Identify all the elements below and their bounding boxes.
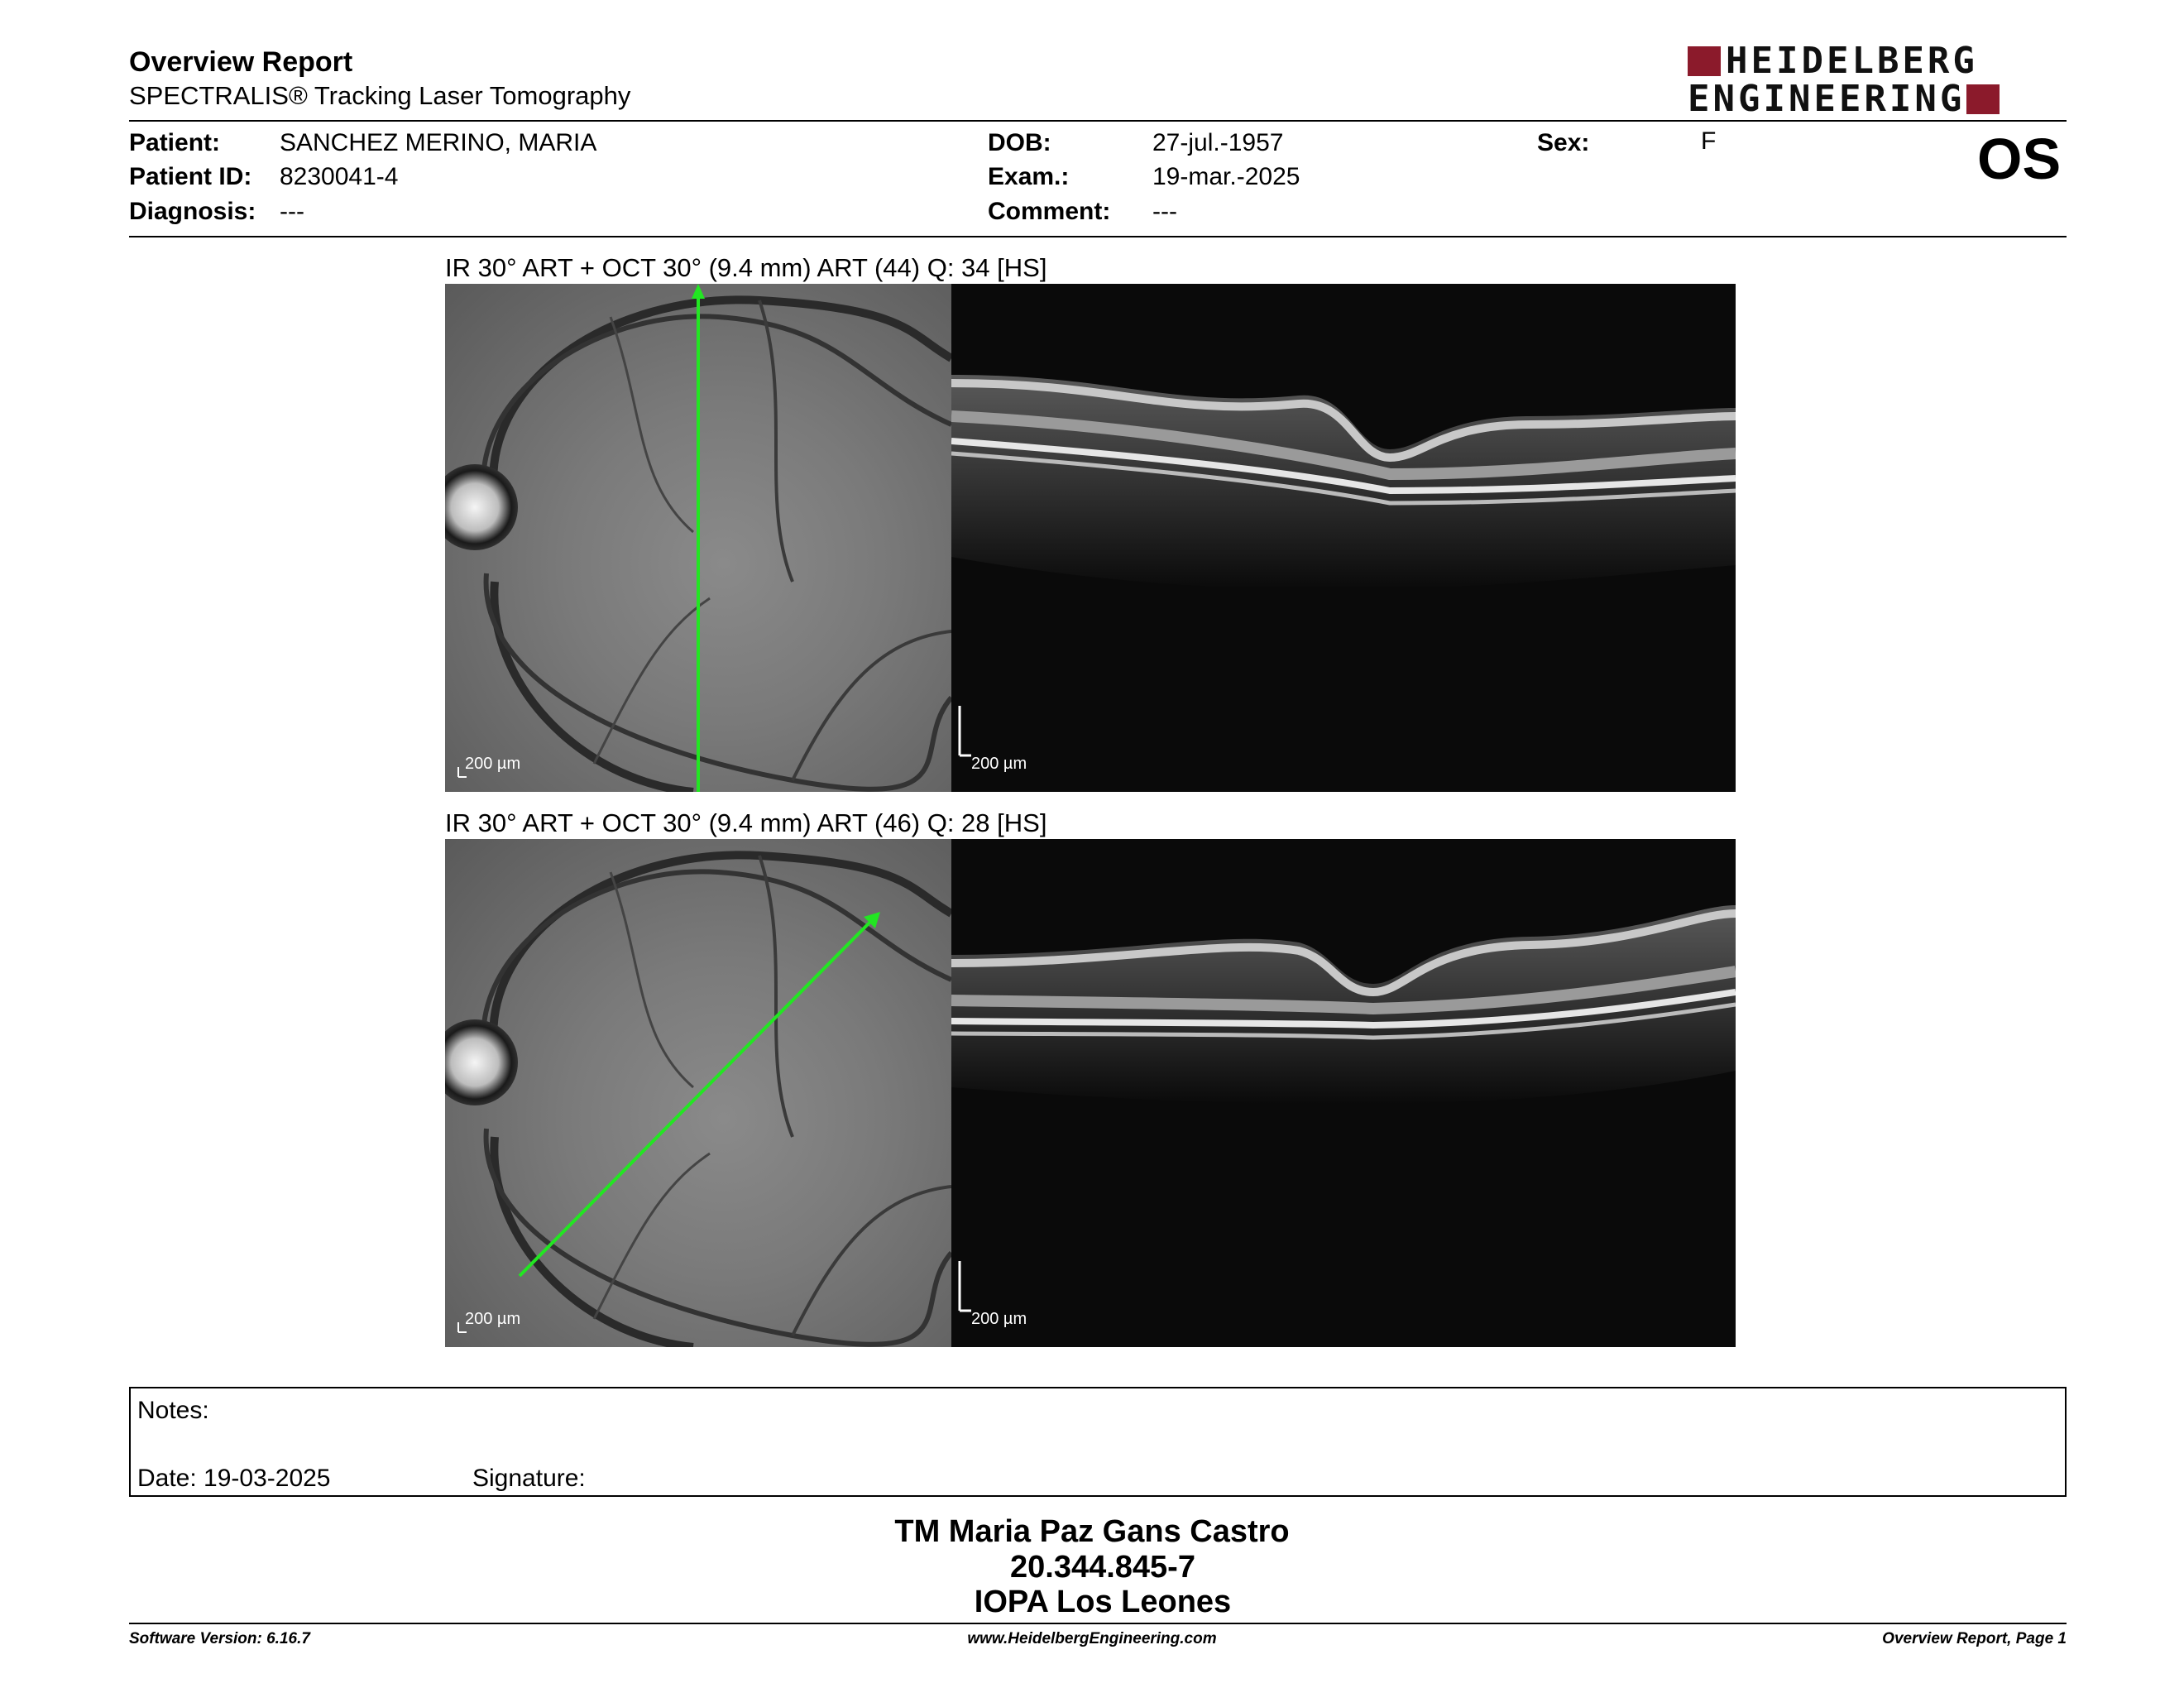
signature-label: Signature: (472, 1465, 586, 1492)
scale-bar-icon (960, 1261, 971, 1311)
patient-divider (129, 236, 2067, 237)
logo-line-1: HEIDELBERG (1726, 40, 1978, 82)
oct-retina-layers (951, 839, 1736, 1347)
logo-square-icon (1966, 84, 2000, 114)
diagnosis-value: --- (280, 198, 304, 225)
oct-bscan-image (951, 839, 1736, 1347)
patient-label: Patient: (129, 129, 221, 156)
notes-box (129, 1387, 2067, 1497)
diagnosis-label: Diagnosis: (129, 198, 256, 225)
stamp-institution: IOPA Los Leones (974, 1585, 1232, 1619)
patient-name: SANCHEZ MERINO, MARIA (280, 129, 597, 156)
exam-date: 19-mar.-2025 (1152, 163, 1300, 190)
fundus-image (445, 839, 951, 1347)
dob-label: DOB: (988, 129, 1051, 156)
report-title: Overview Report (129, 46, 353, 78)
notes-label: Notes: (137, 1397, 209, 1424)
oct-bscan-image (951, 284, 1736, 792)
notes-date: Date: 19-03-2025 (137, 1465, 331, 1492)
eye-side-label: OS (1977, 127, 2062, 191)
stamp-name: TM Maria Paz Gans Castro (894, 1514, 1290, 1549)
page-indicator: Overview Report, Page 1 (1882, 1630, 2067, 1647)
website-link: www.HeidelbergEngineering.com (967, 1630, 1217, 1647)
comment-label: Comment: (988, 198, 1111, 225)
scan-title: IR 30° ART + OCT 30° (9.4 mm) ART (46) Q: 28 [HS] (445, 808, 1047, 837)
scan-line (520, 918, 874, 1276)
sex-value: F (1701, 127, 1717, 155)
sex-label: Sex: (1537, 129, 1590, 156)
scan-title: IR 30° ART + OCT 30° (9.4 mm) ART (44) Q: 34 [HS] (445, 253, 1047, 282)
logo-line-2: ENGINEERING (1688, 78, 1966, 120)
patient-id: 8230041-4 (280, 163, 399, 190)
footer-divider (129, 1623, 2067, 1624)
fundus-scale-label: 200 µm (465, 1310, 521, 1328)
header-divider (129, 120, 2067, 122)
scale-bar-icon (960, 706, 971, 755)
fundus-vessels (445, 839, 951, 1347)
fundus-scale-label: 200 µm (465, 755, 521, 773)
software-version: Software Version: 6.16.7 (129, 1630, 310, 1647)
comment-value: --- (1152, 198, 1177, 225)
stamp-rut: 20.344.845-7 (1010, 1550, 1195, 1585)
scan-direction-arrow-icon (692, 284, 705, 299)
report-subtitle: SPECTRALIS® Tracking Laser Tomography (129, 81, 631, 110)
exam-label: Exam.: (988, 163, 1070, 190)
fundus-image (445, 284, 951, 792)
patient-id-label: Patient ID: (129, 163, 252, 190)
fundus-vessels (445, 284, 951, 792)
oct-retina-layers (951, 284, 1736, 792)
oct-scale-label: 200 µm (971, 1310, 1027, 1328)
dob-value: 27-jul.-1957 (1152, 129, 1284, 156)
heidelberg-logo (1688, 40, 2068, 120)
oct-scale-label: 200 µm (971, 755, 1027, 773)
logo-square-icon (1688, 46, 1721, 76)
